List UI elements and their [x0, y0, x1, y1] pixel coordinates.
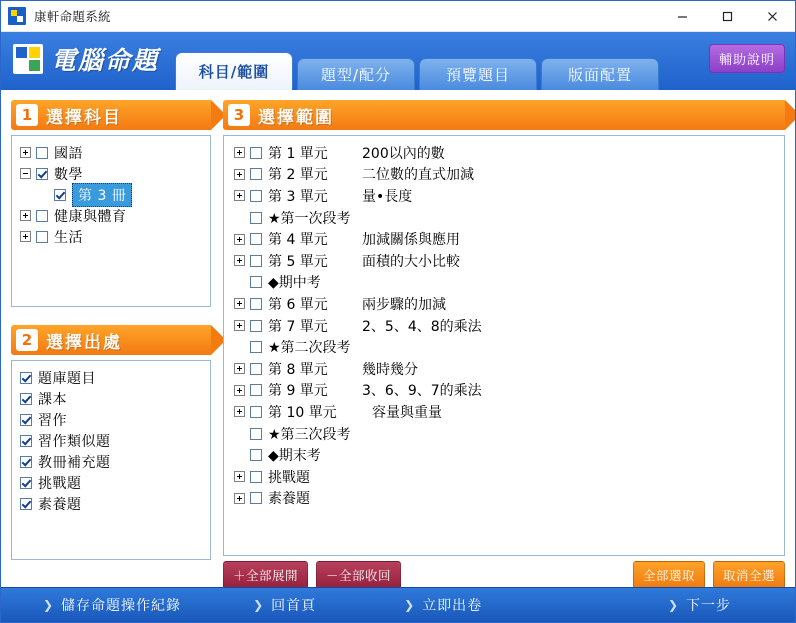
- checkbox[interactable]: [250, 233, 262, 245]
- brand-logo-icon: [13, 44, 43, 74]
- right-column: [223, 100, 785, 588]
- banner-arrow-icon: [785, 100, 796, 130]
- subject-label: 健康與體育: [54, 208, 127, 225]
- expand-icon[interactable]: [234, 298, 245, 309]
- range-action-bar: [223, 562, 785, 588]
- spacer-icon: [234, 277, 245, 288]
- expand-icon[interactable]: [234, 255, 245, 266]
- maximize-button[interactable]: [705, 1, 750, 31]
- step-number: 2: [16, 329, 38, 351]
- table-row[interactable]: [230, 423, 778, 445]
- unit-desc: 面積的大小比較: [362, 253, 460, 270]
- range-tree[interactable]: [223, 135, 785, 556]
- table-row[interactable]: [230, 272, 778, 294]
- unit-name: 第 2 單元: [268, 167, 328, 184]
- footer-label: 下一步: [686, 598, 731, 614]
- checkbox[interactable]: [250, 341, 262, 353]
- table-row[interactable]: [230, 164, 778, 186]
- expand-icon[interactable]: [234, 471, 245, 482]
- list-item[interactable]: [16, 142, 206, 163]
- chevron-right-icon: ❯: [43, 598, 55, 612]
- unit-name: 第 8 單元: [268, 361, 328, 378]
- table-row[interactable]: [230, 444, 778, 466]
- list-item[interactable]: [16, 163, 206, 184]
- help-button[interactable]: 輔助說明: [709, 44, 785, 73]
- checkbox[interactable]: [36, 210, 48, 222]
- subject-volume-label: 第 3 冊: [72, 183, 132, 207]
- table-row[interactable]: [230, 293, 778, 315]
- spacer-icon: [38, 189, 49, 200]
- unit-desc: 幾時幾分: [362, 361, 418, 378]
- list-item[interactable]: [16, 184, 206, 205]
- checkbox[interactable]: [250, 168, 262, 180]
- source-label: 習作: [38, 412, 67, 429]
- exam-name: ★第一次段考: [268, 210, 351, 227]
- unit-desc: 3、6、9、7的乘法: [362, 383, 482, 400]
- checkbox[interactable]: [250, 255, 262, 267]
- expand-icon[interactable]: [234, 406, 245, 417]
- tab-label: 科目/範圍: [198, 63, 270, 81]
- unit-name: 第 10 單元: [268, 404, 337, 421]
- checkbox[interactable]: [250, 276, 262, 288]
- source-list[interactable]: [11, 360, 211, 560]
- spacer-icon: [234, 212, 245, 223]
- list-item[interactable]: [16, 409, 206, 430]
- chevron-right-icon: ❯: [667, 598, 679, 612]
- expand-icon[interactable]: [234, 234, 245, 245]
- unit-name: 第 9 單元: [268, 383, 328, 400]
- checkbox[interactable]: [250, 471, 262, 483]
- tab-label: 版面配置: [568, 66, 633, 84]
- checkbox[interactable]: [250, 190, 262, 202]
- tab-subject-range[interactable]: [175, 52, 293, 90]
- subject-tree[interactable]: [11, 135, 211, 307]
- step-number: 1: [16, 104, 38, 126]
- brand-title: 電腦命題: [51, 46, 160, 75]
- chevron-right-icon: ❯: [253, 598, 265, 612]
- table-row[interactable]: [230, 336, 778, 358]
- exam-name: ★第二次段考: [268, 340, 351, 357]
- table-row[interactable]: [230, 380, 778, 402]
- checkbox[interactable]: [250, 449, 262, 461]
- app-icon: [8, 7, 26, 25]
- source-label: 習作類似題: [38, 433, 111, 450]
- subject-label: 生活: [54, 229, 83, 246]
- unit-name: 第 7 單元: [268, 318, 328, 335]
- list-item[interactable]: [16, 493, 206, 514]
- checkbox[interactable]: [20, 498, 32, 510]
- main-tabs: [175, 32, 663, 90]
- unit-desc: 兩步驟的加減: [362, 296, 446, 313]
- source-label: 課本: [38, 391, 67, 408]
- expand-icon[interactable]: [20, 147, 31, 158]
- tab-label: 題型/配分: [320, 66, 392, 84]
- checkbox[interactable]: [250, 298, 262, 310]
- unit-name: 第 3 單元: [268, 188, 328, 205]
- minimize-button[interactable]: [660, 1, 705, 31]
- unit-name: 第 4 單元: [268, 232, 328, 249]
- window-title: 康軒命題系統: [34, 9, 111, 24]
- expand-icon[interactable]: [234, 363, 245, 374]
- checkbox[interactable]: [250, 320, 262, 332]
- checkbox[interactable]: [250, 428, 262, 440]
- list-item[interactable]: [16, 226, 206, 247]
- checkbox[interactable]: [250, 363, 262, 375]
- list-item[interactable]: [16, 388, 206, 409]
- subject-label: 數學: [54, 166, 83, 183]
- unit-name: 素養題: [268, 491, 310, 508]
- table-row[interactable]: [230, 185, 778, 207]
- unit-name: 第 1 單元: [268, 145, 328, 162]
- checkbox[interactable]: [36, 168, 48, 180]
- list-item[interactable]: [16, 430, 206, 451]
- footer-label: 儲存命題操作紀錄: [61, 598, 182, 614]
- list-item[interactable]: [16, 205, 206, 226]
- section-title: 選擇科目: [46, 107, 122, 128]
- exam-name: ★第三次段考: [268, 426, 351, 443]
- main-content: [1, 90, 795, 588]
- source-label: 題庫題目: [38, 370, 96, 387]
- expand-icon[interactable]: [20, 210, 31, 221]
- checkbox[interactable]: [20, 393, 32, 405]
- footer-label: 立即出卷: [422, 598, 483, 614]
- spacer-icon: [234, 428, 245, 439]
- tab-question-type[interactable]: [297, 58, 415, 90]
- source-label: 挑戰題: [38, 475, 82, 492]
- expand-icon[interactable]: [234, 385, 245, 396]
- table-row[interactable]: [230, 207, 778, 229]
- exam-name: ◆期末考: [268, 448, 321, 465]
- expand-all-button[interactable]: ＋全部展開: [223, 561, 308, 589]
- section-title: 選擇範圍: [258, 107, 334, 128]
- app-header: [1, 32, 795, 90]
- unit-desc: 二位數的直式加減: [362, 167, 474, 184]
- unit-name: 第 6 單元: [268, 296, 328, 313]
- unit-desc: 量•長度: [362, 188, 413, 205]
- section-title: 選擇出處: [46, 332, 122, 353]
- unit-name: 挑戰題: [268, 469, 310, 486]
- table-row[interactable]: [230, 488, 778, 510]
- unit-desc: 2、5、4、8的乘法: [362, 318, 482, 335]
- close-button[interactable]: [750, 1, 795, 31]
- footer-bar: [1, 587, 795, 622]
- home-button[interactable]: [253, 595, 316, 615]
- subject-section-header: [11, 100, 211, 130]
- table-row[interactable]: [230, 315, 778, 337]
- unit-desc: 加減關係與應用: [362, 232, 460, 249]
- collapse-icon[interactable]: [20, 168, 31, 179]
- next-step-button[interactable]: [668, 595, 731, 615]
- checkbox[interactable]: [250, 147, 262, 159]
- subject-label: 國語: [54, 145, 83, 162]
- list-item[interactable]: [16, 472, 206, 493]
- expand-icon[interactable]: [234, 493, 245, 504]
- range-section-header: [223, 100, 785, 130]
- spacer-icon: [234, 342, 245, 353]
- expand-icon[interactable]: [234, 147, 245, 158]
- chevron-right-icon: ❯: [404, 598, 416, 612]
- generate-paper-button[interactable]: [404, 595, 482, 615]
- list-item[interactable]: [16, 451, 206, 472]
- footer-label: 回首頁: [271, 598, 317, 614]
- unit-name: 第 5 單元: [268, 253, 328, 270]
- checkbox[interactable]: [20, 435, 32, 447]
- table-row[interactable]: [230, 401, 778, 423]
- unit-desc: 容量與重量: [372, 404, 442, 421]
- window-controls: [660, 1, 795, 31]
- range-list: [230, 142, 778, 549]
- expand-icon[interactable]: [234, 320, 245, 331]
- title-bar: [1, 1, 795, 32]
- checkbox[interactable]: [250, 212, 262, 224]
- step-number: 3: [228, 104, 250, 126]
- select-all-button[interactable]: 全部選取: [633, 561, 705, 589]
- brand: [13, 32, 159, 90]
- checkbox[interactable]: [36, 231, 48, 243]
- spacer-icon: [234, 450, 245, 461]
- expand-icon[interactable]: [234, 169, 245, 180]
- source-section-header: [11, 325, 211, 355]
- checkbox[interactable]: [250, 384, 262, 396]
- checkbox[interactable]: [20, 414, 32, 426]
- table-row[interactable]: [230, 142, 778, 164]
- source-label: 素養題: [38, 496, 82, 513]
- left-column: [11, 100, 211, 588]
- tab-label: 預覽題目: [446, 66, 511, 84]
- checkbox[interactable]: [20, 372, 32, 384]
- table-row[interactable]: [230, 250, 778, 272]
- expand-icon[interactable]: [20, 231, 31, 242]
- unit-desc: 200以內的數: [362, 145, 445, 162]
- checkbox[interactable]: [54, 189, 66, 201]
- collapse-all-button[interactable]: －全部收回: [316, 561, 401, 589]
- table-row[interactable]: [230, 466, 778, 488]
- checkbox[interactable]: [250, 406, 262, 418]
- checkbox[interactable]: [20, 477, 32, 489]
- tab-preview-questions[interactable]: [419, 58, 537, 90]
- table-row[interactable]: [230, 228, 778, 250]
- tab-layout[interactable]: [541, 58, 659, 90]
- exam-name: ◆期中考: [268, 275, 321, 292]
- checkbox[interactable]: [36, 147, 48, 159]
- deselect-all-button[interactable]: 取消全選: [713, 561, 785, 589]
- checkbox[interactable]: [20, 456, 32, 468]
- save-log-button[interactable]: [43, 595, 181, 615]
- checkbox[interactable]: [250, 492, 262, 504]
- expand-icon[interactable]: [234, 190, 245, 201]
- table-row[interactable]: [230, 358, 778, 380]
- list-item[interactable]: [16, 367, 206, 388]
- source-label: 教冊補充題: [38, 454, 111, 471]
